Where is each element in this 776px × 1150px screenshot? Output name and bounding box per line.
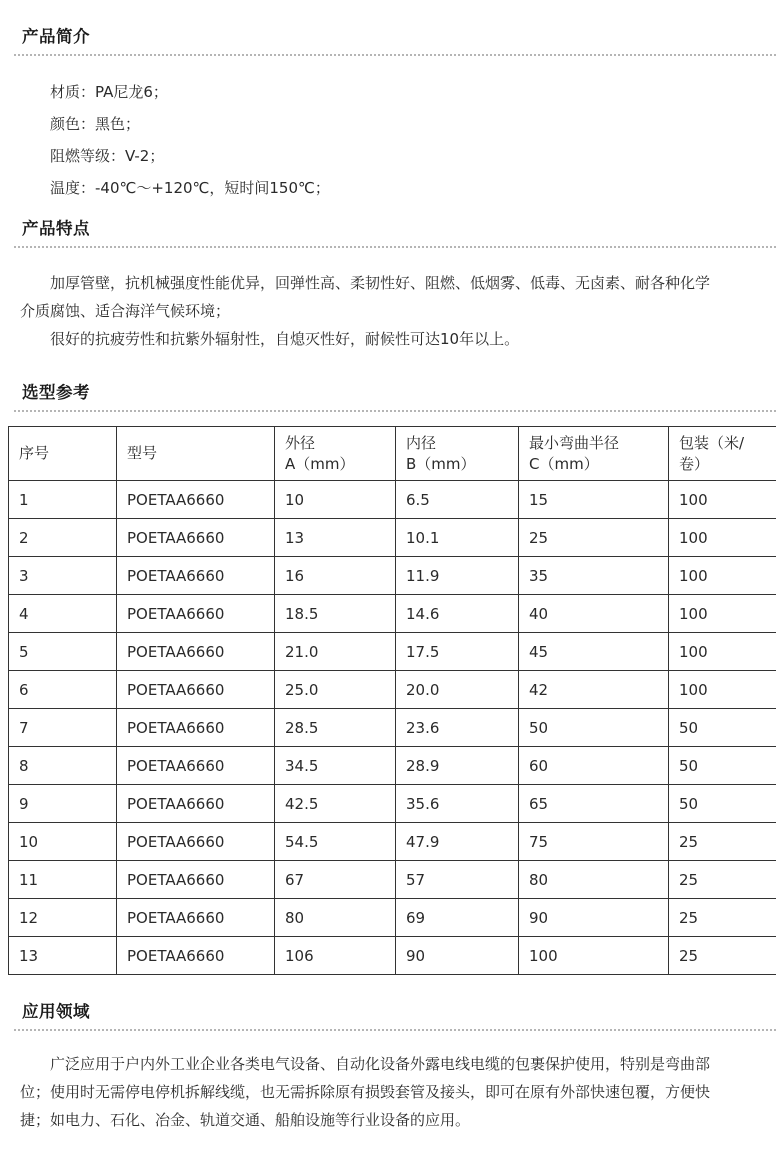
section-divider bbox=[14, 410, 776, 412]
table-row bbox=[9, 481, 776, 519]
intro-heading: 产品简介 bbox=[22, 27, 90, 46]
cell-outer-diameter: 42.5 bbox=[275, 785, 396, 823]
cell-no: 10 bbox=[9, 823, 117, 861]
cell-outer-diameter: 80 bbox=[275, 899, 396, 937]
table-row bbox=[9, 595, 776, 633]
cell-no: 9 bbox=[9, 785, 117, 823]
cell-inner-diameter: 10.1 bbox=[396, 519, 519, 557]
selection-section-header bbox=[0, 380, 776, 414]
header-bend-radius: 最小弯曲半径 C（mm） bbox=[519, 427, 669, 481]
cell-model: POETAA6660 bbox=[117, 861, 275, 899]
cell-bend-radius: 15 bbox=[519, 481, 669, 519]
cell-model: POETAA6660 bbox=[117, 595, 275, 633]
cell-model: POETAA6660 bbox=[117, 633, 275, 671]
cell-packaging: 50 bbox=[669, 709, 776, 747]
header-packaging: 包装（米/ 卷） bbox=[669, 427, 776, 481]
applications-line-3: 捷；如电力、石化、冶金、轨道交通、船舶设施等行业设备的应用。 bbox=[20, 1111, 471, 1129]
cell-packaging: 50 bbox=[669, 747, 776, 785]
cell-packaging: 100 bbox=[669, 519, 776, 557]
cell-model: POETAA6660 bbox=[117, 785, 275, 823]
features-paragraph-2: 很好的抗疲劳性和抗紫外辐射性，自熄灭性好，耐候性可达10年以上。 bbox=[50, 330, 520, 348]
cell-model: POETAA6660 bbox=[117, 823, 275, 861]
cell-model: POETAA6660 bbox=[117, 671, 275, 709]
table-row bbox=[9, 633, 776, 671]
table-header-row bbox=[9, 427, 776, 481]
cell-outer-diameter: 25.0 bbox=[275, 671, 396, 709]
cell-outer-diameter: 18.5 bbox=[275, 595, 396, 633]
cell-no: 11 bbox=[9, 861, 117, 899]
cell-no: 8 bbox=[9, 747, 117, 785]
cell-bend-radius: 60 bbox=[519, 747, 669, 785]
features-paragraph-1-line-1: 加厚管壁，抗机械强度性能优异，回弹性高、柔韧性好、阻燃、低烟雾、低毒、无卤素、耐各种化学 bbox=[50, 274, 711, 292]
table-row bbox=[9, 671, 776, 709]
selection-heading: 选型参考 bbox=[22, 383, 90, 402]
cell-outer-diameter: 54.5 bbox=[275, 823, 396, 861]
spec-flame-rating: 阻燃等级：V-2； bbox=[50, 147, 165, 165]
cell-outer-diameter: 10 bbox=[275, 481, 396, 519]
applications-line-1: 广泛应用于户内外工业企业各类电气设备、自动化设备外露电线电缆的包裹保护使用，特别是弯曲部 bbox=[50, 1055, 711, 1073]
cell-packaging: 100 bbox=[669, 671, 776, 709]
intro-section-header bbox=[0, 24, 776, 58]
section-divider bbox=[14, 54, 776, 56]
cell-no: 3 bbox=[9, 557, 117, 595]
table-row bbox=[9, 899, 776, 937]
cell-packaging: 100 bbox=[669, 633, 776, 671]
cell-bend-radius: 75 bbox=[519, 823, 669, 861]
cell-packaging: 100 bbox=[669, 481, 776, 519]
features-text bbox=[20, 269, 760, 353]
applications-heading: 应用领域 bbox=[22, 1002, 90, 1021]
cell-model: POETAA6660 bbox=[117, 899, 275, 937]
cell-inner-diameter: 90 bbox=[396, 937, 519, 975]
cell-inner-diameter: 47.9 bbox=[396, 823, 519, 861]
cell-inner-diameter: 28.9 bbox=[396, 747, 519, 785]
cell-packaging: 25 bbox=[669, 899, 776, 937]
spec-temperature: 温度：-40℃～+120℃，短时间150℃； bbox=[50, 179, 330, 197]
cell-packaging: 100 bbox=[669, 595, 776, 633]
cell-bend-radius: 42 bbox=[519, 671, 669, 709]
cell-model: POETAA6660 bbox=[117, 747, 275, 785]
cell-model: POETAA6660 bbox=[117, 557, 275, 595]
cell-inner-diameter: 57 bbox=[396, 861, 519, 899]
features-paragraph-1-line-2: 介质腐蚀、适合海洋气候环境； bbox=[20, 302, 231, 320]
table-row bbox=[9, 861, 776, 899]
cell-inner-diameter: 17.5 bbox=[396, 633, 519, 671]
cell-bend-radius: 100 bbox=[519, 937, 669, 975]
cell-no: 4 bbox=[9, 595, 117, 633]
cell-bend-radius: 65 bbox=[519, 785, 669, 823]
cell-inner-diameter: 69 bbox=[396, 899, 519, 937]
table-row bbox=[9, 519, 776, 557]
cell-no: 6 bbox=[9, 671, 117, 709]
cell-model: POETAA6660 bbox=[117, 709, 275, 747]
selection-table bbox=[8, 426, 776, 975]
cell-bend-radius: 90 bbox=[519, 899, 669, 937]
cell-bend-radius: 45 bbox=[519, 633, 669, 671]
features-section-header bbox=[0, 216, 776, 250]
cell-bend-radius: 40 bbox=[519, 595, 669, 633]
header-inner-diameter: 内径 B（mm） bbox=[396, 427, 519, 481]
header-model: 型号 bbox=[117, 427, 275, 481]
cell-inner-diameter: 11.9 bbox=[396, 557, 519, 595]
cell-model: POETAA6660 bbox=[117, 937, 275, 975]
table-row bbox=[9, 937, 776, 975]
cell-no: 13 bbox=[9, 937, 117, 975]
cell-no: 7 bbox=[9, 709, 117, 747]
cell-inner-diameter: 14.6 bbox=[396, 595, 519, 633]
cell-outer-diameter: 28.5 bbox=[275, 709, 396, 747]
cell-outer-diameter: 106 bbox=[275, 937, 396, 975]
section-divider bbox=[14, 246, 776, 248]
cell-no: 2 bbox=[9, 519, 117, 557]
cell-bend-radius: 80 bbox=[519, 861, 669, 899]
applications-line-2: 位；使用时无需停电停机拆解线缆，也无需拆除原有损毁套管及接头，即可在原有外部快速包覆，方便快 bbox=[20, 1083, 711, 1101]
cell-outer-diameter: 13 bbox=[275, 519, 396, 557]
table-row bbox=[9, 823, 776, 861]
cell-packaging: 50 bbox=[669, 785, 776, 823]
applications-section-header bbox=[0, 999, 776, 1033]
cell-no: 5 bbox=[9, 633, 117, 671]
cell-inner-diameter: 6.5 bbox=[396, 481, 519, 519]
intro-specs bbox=[20, 76, 760, 204]
header-no: 序号 bbox=[9, 427, 117, 481]
cell-outer-diameter: 16 bbox=[275, 557, 396, 595]
table-row bbox=[9, 785, 776, 823]
cell-outer-diameter: 34.5 bbox=[275, 747, 396, 785]
spec-material: 材质：PA尼龙6； bbox=[50, 83, 168, 101]
cell-bend-radius: 25 bbox=[519, 519, 669, 557]
cell-outer-diameter: 21.0 bbox=[275, 633, 396, 671]
cell-packaging: 100 bbox=[669, 557, 776, 595]
cell-model: POETAA6660 bbox=[117, 519, 275, 557]
cell-inner-diameter: 23.6 bbox=[396, 709, 519, 747]
cell-packaging: 25 bbox=[669, 937, 776, 975]
header-outer-diameter: 外径 A（mm） bbox=[275, 427, 396, 481]
cell-packaging: 25 bbox=[669, 823, 776, 861]
cell-outer-diameter: 67 bbox=[275, 861, 396, 899]
cell-no: 12 bbox=[9, 899, 117, 937]
applications-text bbox=[20, 1050, 760, 1134]
table-row bbox=[9, 557, 776, 595]
cell-bend-radius: 35 bbox=[519, 557, 669, 595]
cell-bend-radius: 50 bbox=[519, 709, 669, 747]
cell-inner-diameter: 35.6 bbox=[396, 785, 519, 823]
table-row bbox=[9, 709, 776, 747]
cell-no: 1 bbox=[9, 481, 117, 519]
cell-inner-diameter: 20.0 bbox=[396, 671, 519, 709]
table-row bbox=[9, 747, 776, 785]
features-heading: 产品特点 bbox=[22, 219, 90, 238]
section-divider bbox=[14, 1029, 776, 1031]
cell-packaging: 25 bbox=[669, 861, 776, 899]
cell-model: POETAA6660 bbox=[117, 481, 275, 519]
spec-color: 颜色：黑色； bbox=[50, 115, 141, 133]
